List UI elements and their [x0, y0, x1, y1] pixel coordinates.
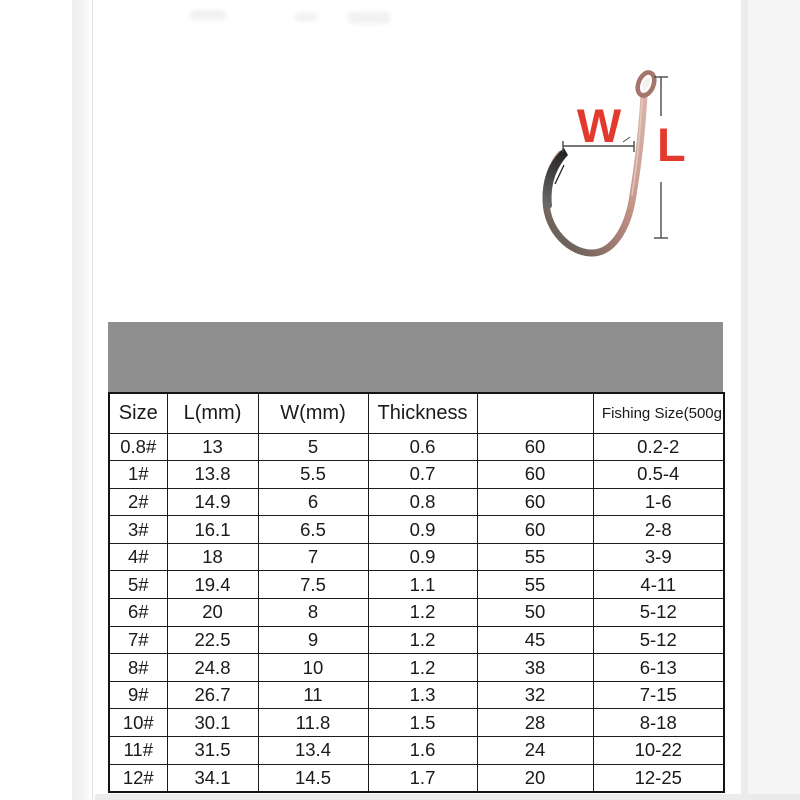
- table-cell: 1.2: [368, 599, 477, 627]
- table-cell: 1.6: [368, 737, 477, 765]
- table-header-band: [108, 322, 723, 392]
- table-cell: 1.2: [368, 654, 477, 682]
- table-cell: 24: [477, 737, 593, 765]
- table-cell: 31.5: [167, 737, 258, 765]
- table-cell: 0.8: [368, 488, 477, 516]
- table-cell: 45: [477, 626, 593, 654]
- table-row: [109, 433, 724, 461]
- table-cell: 1.3: [368, 681, 477, 709]
- table-cell: 1.1: [368, 571, 477, 599]
- table-cell: 5: [258, 433, 368, 461]
- table-cell: 5#: [109, 571, 167, 599]
- table-cell: 60: [477, 516, 593, 544]
- table-cell: 38: [477, 654, 593, 682]
- table-cell: 14.5: [258, 764, 368, 792]
- table-cell: 14.9: [167, 488, 258, 516]
- table-cell: 6-13: [593, 654, 724, 682]
- table-cell: 34.1: [167, 764, 258, 792]
- table-cell: 10: [258, 654, 368, 682]
- table-cell: 30.1: [167, 709, 258, 737]
- table-cell: 1.7: [368, 764, 477, 792]
- table-cell: 11#: [109, 737, 167, 765]
- header-cell-size: Size: [109, 393, 167, 433]
- hook-dimension-figure: [520, 55, 705, 270]
- table-cell: 60: [477, 461, 593, 489]
- table-cell: 28: [477, 709, 593, 737]
- table-cell: 11: [258, 681, 368, 709]
- table-row: [109, 626, 724, 654]
- table-cell: 4#: [109, 543, 167, 571]
- table-cell: 32: [477, 681, 593, 709]
- table-cell: 1.5: [368, 709, 477, 737]
- table-cell: 0.9: [368, 516, 477, 544]
- table-row: [109, 654, 724, 682]
- table-cell: 50: [477, 599, 593, 627]
- table-cell: 6: [258, 488, 368, 516]
- table-cell: 55: [477, 571, 593, 599]
- table-row: [109, 488, 724, 516]
- table-cell: 0.6: [368, 433, 477, 461]
- table-cell: 8-18: [593, 709, 724, 737]
- spec-table-container: [108, 392, 723, 793]
- right-margin-area: [748, 0, 800, 800]
- table-cell: 4-11: [593, 571, 724, 599]
- table-cell: 0.5-4: [593, 461, 724, 489]
- table-cell: 2#: [109, 488, 167, 516]
- table-row: [109, 571, 724, 599]
- table-cell: 3-9: [593, 543, 724, 571]
- watermark-smudge: [190, 10, 226, 20]
- table-cell: 60: [477, 433, 593, 461]
- table-cell: 12#: [109, 764, 167, 792]
- table-cell: 13.4: [258, 737, 368, 765]
- table-cell: 5-12: [593, 599, 724, 627]
- table-cell: 0.2-2: [593, 433, 724, 461]
- table-cell: 55: [477, 543, 593, 571]
- table-cell: 0.7: [368, 461, 477, 489]
- table-cell: 9: [258, 626, 368, 654]
- table-cell: 1.2: [368, 626, 477, 654]
- table-cell: 8: [258, 599, 368, 627]
- watermark-smudge: [348, 12, 390, 24]
- table-cell: 7-15: [593, 681, 724, 709]
- table-row: [109, 516, 724, 544]
- spec-table-body: [109, 433, 724, 792]
- table-cell: 20: [477, 764, 593, 792]
- table-cell: 13: [167, 433, 258, 461]
- table-cell: 12-25: [593, 764, 724, 792]
- header-cell-thickness: Thickness: [368, 393, 477, 433]
- watermark-smudge: [295, 13, 317, 21]
- spec-table-head-row: [109, 393, 724, 433]
- table-cell: 0.8#: [109, 433, 167, 461]
- table-cell: 20: [167, 599, 258, 627]
- header-cell-w-mm: W(mm): [258, 393, 368, 433]
- table-cell: 2-8: [593, 516, 724, 544]
- table-cell: 18: [167, 543, 258, 571]
- table-cell: 6.5: [258, 516, 368, 544]
- table-cell: 5.5: [258, 461, 368, 489]
- hook-illustration: [520, 55, 705, 270]
- table-cell: 5-12: [593, 626, 724, 654]
- header-cell-qty: [477, 393, 593, 433]
- table-cell: 24.8: [167, 654, 258, 682]
- table-row: [109, 737, 724, 765]
- width-label: W: [576, 99, 622, 152]
- table-cell: 22.5: [167, 626, 258, 654]
- table-cell: 1-6: [593, 488, 724, 516]
- header-cell-l-mm: L(mm): [167, 393, 258, 433]
- left-gutter-divider: [72, 0, 93, 800]
- bottom-edge-shadow: [95, 794, 800, 800]
- table-cell: 7.5: [258, 571, 368, 599]
- table-cell: 11.8: [258, 709, 368, 737]
- table-cell: 9#: [109, 681, 167, 709]
- table-cell: 7: [258, 543, 368, 571]
- table-cell: 13.8: [167, 461, 258, 489]
- table-cell: 26.7: [167, 681, 258, 709]
- table-row: [109, 709, 724, 737]
- table-cell: 7#: [109, 626, 167, 654]
- header-cell-fishing-size-500g: Fishing Size(500g: [593, 393, 724, 433]
- table-row: [109, 543, 724, 571]
- length-label: L: [657, 118, 686, 171]
- right-gutter-divider: [741, 0, 748, 800]
- table-row: [109, 681, 724, 709]
- table-cell: 10#: [109, 709, 167, 737]
- table-cell: 1#: [109, 461, 167, 489]
- table-cell: 6#: [109, 599, 167, 627]
- table-cell: 0.9: [368, 543, 477, 571]
- table-row: [109, 599, 724, 627]
- table-cell: 8#: [109, 654, 167, 682]
- spec-table: [108, 392, 725, 793]
- table-cell: 16.1: [167, 516, 258, 544]
- table-cell: 19.4: [167, 571, 258, 599]
- table-cell: 10-22: [593, 737, 724, 765]
- table-row: [109, 461, 724, 489]
- table-cell: 3#: [109, 516, 167, 544]
- table-cell: 60: [477, 488, 593, 516]
- table-row: [109, 764, 724, 792]
